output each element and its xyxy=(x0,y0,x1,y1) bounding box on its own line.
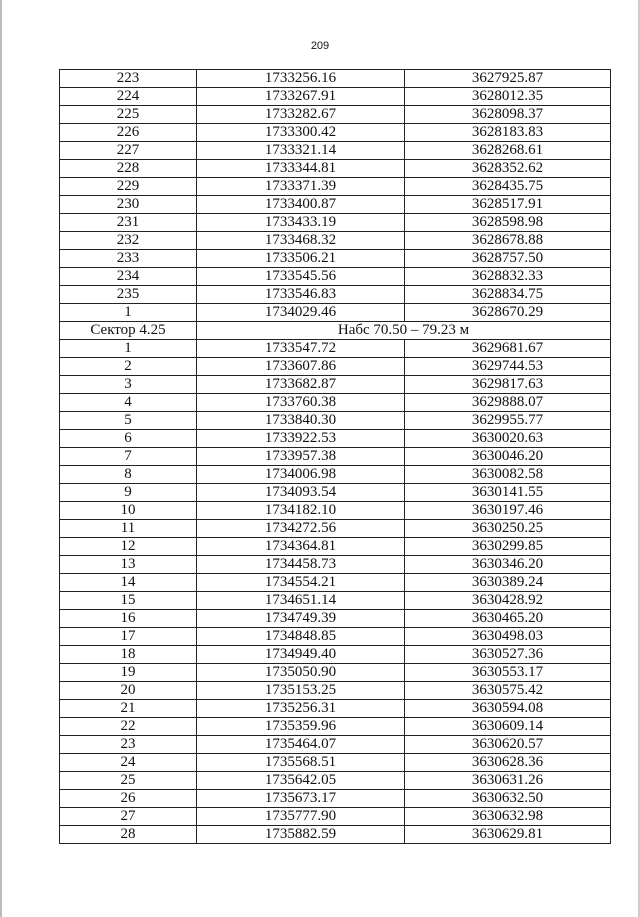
y-coordinate: 3630620.57 xyxy=(405,736,611,754)
point-number: 20 xyxy=(60,682,197,700)
table-row xyxy=(60,520,611,538)
point-number: 4 xyxy=(60,394,197,412)
y-coordinate: 3628517.91 xyxy=(405,196,611,214)
x-coordinate: 1733321.14 xyxy=(197,142,405,160)
scan-left-edge xyxy=(0,0,2,917)
point-number: 7 xyxy=(60,448,197,466)
y-coordinate: 3630346.20 xyxy=(405,556,611,574)
x-coordinate: 1734364.81 xyxy=(197,538,405,556)
y-coordinate: 3630553.17 xyxy=(405,664,611,682)
x-coordinate: 1735642.05 xyxy=(197,772,405,790)
table-row xyxy=(60,556,611,574)
point-number: 228 xyxy=(60,160,197,178)
table-row xyxy=(60,772,611,790)
y-coordinate: 3628183.83 xyxy=(405,124,611,142)
y-coordinate: 3630299.85 xyxy=(405,538,611,556)
point-number: 24 xyxy=(60,754,197,772)
x-coordinate: 1734848.85 xyxy=(197,628,405,646)
sector-height-range: Набс 70.50 – 79.23 м xyxy=(197,322,611,340)
x-coordinate: 1733468.32 xyxy=(197,232,405,250)
x-coordinate: 1733400.87 xyxy=(197,196,405,214)
y-coordinate: 3628435.75 xyxy=(405,178,611,196)
y-coordinate: 3628678.88 xyxy=(405,232,611,250)
y-coordinate: 3628832.33 xyxy=(405,268,611,286)
y-coordinate: 3627925.87 xyxy=(405,70,611,88)
x-coordinate: 1734458.73 xyxy=(197,556,405,574)
table-row xyxy=(60,142,611,160)
x-coordinate: 1735050.90 xyxy=(197,664,405,682)
point-number: 1 xyxy=(60,340,197,358)
y-coordinate: 3628598.98 xyxy=(405,214,611,232)
table-row xyxy=(60,484,611,502)
table-row xyxy=(60,340,611,358)
y-coordinate: 3630629.81 xyxy=(405,826,611,844)
x-coordinate: 1735568.51 xyxy=(197,754,405,772)
x-coordinate: 1733506.21 xyxy=(197,250,405,268)
table-row xyxy=(60,646,611,664)
point-number: 25 xyxy=(60,772,197,790)
x-coordinate: 1733282.67 xyxy=(197,106,405,124)
point-number: 10 xyxy=(60,502,197,520)
table-row xyxy=(60,394,611,412)
x-coordinate: 1733547.72 xyxy=(197,340,405,358)
y-coordinate: 3630632.50 xyxy=(405,790,611,808)
sector-header-row xyxy=(60,322,611,340)
y-coordinate: 3630527.36 xyxy=(405,646,611,664)
y-coordinate: 3630020.63 xyxy=(405,430,611,448)
x-coordinate: 1733607.86 xyxy=(197,358,405,376)
y-coordinate: 3630082.58 xyxy=(405,466,611,484)
table-row xyxy=(60,448,611,466)
coordinates-table xyxy=(59,69,611,844)
table-row xyxy=(60,376,611,394)
table-row xyxy=(60,700,611,718)
point-number: 235 xyxy=(60,286,197,304)
x-coordinate: 1733344.81 xyxy=(197,160,405,178)
y-coordinate: 3628757.50 xyxy=(405,250,611,268)
point-number: 224 xyxy=(60,88,197,106)
y-coordinate: 3630197.46 xyxy=(405,502,611,520)
x-coordinate: 1733922.53 xyxy=(197,430,405,448)
x-coordinate: 1734651.14 xyxy=(197,592,405,610)
point-number: 27 xyxy=(60,808,197,826)
table-row xyxy=(60,718,611,736)
point-number: 223 xyxy=(60,70,197,88)
point-number: 28 xyxy=(60,826,197,844)
y-coordinate: 3630465.20 xyxy=(405,610,611,628)
point-number: 12 xyxy=(60,538,197,556)
y-coordinate: 3630632.98 xyxy=(405,808,611,826)
x-coordinate: 1733267.91 xyxy=(197,88,405,106)
y-coordinate: 3630498.03 xyxy=(405,628,611,646)
point-number: 15 xyxy=(60,592,197,610)
y-coordinate: 3629888.07 xyxy=(405,394,611,412)
table-row xyxy=(60,430,611,448)
y-coordinate: 3629681.67 xyxy=(405,340,611,358)
table-row xyxy=(60,412,611,430)
y-coordinate: 3629817.63 xyxy=(405,376,611,394)
x-coordinate: 1733546.83 xyxy=(197,286,405,304)
table-row xyxy=(60,592,611,610)
point-number: 13 xyxy=(60,556,197,574)
x-coordinate: 1734272.56 xyxy=(197,520,405,538)
table-row xyxy=(60,466,611,484)
point-number: 9 xyxy=(60,484,197,502)
table-row xyxy=(60,664,611,682)
y-coordinate: 3630631.26 xyxy=(405,772,611,790)
table-row xyxy=(60,790,611,808)
x-coordinate: 1733957.38 xyxy=(197,448,405,466)
sector-label: Сектор 4.25 xyxy=(60,322,197,340)
table-row xyxy=(60,628,611,646)
point-number: 234 xyxy=(60,268,197,286)
y-coordinate: 3628834.75 xyxy=(405,286,611,304)
sector-header xyxy=(60,322,611,340)
y-coordinate: 3629955.77 xyxy=(405,412,611,430)
table-row xyxy=(60,808,611,826)
y-coordinate: 3630609.14 xyxy=(405,718,611,736)
table-row xyxy=(60,826,611,844)
point-number: 227 xyxy=(60,142,197,160)
table-row xyxy=(60,88,611,106)
x-coordinate: 1733371.39 xyxy=(197,178,405,196)
table-row xyxy=(60,736,611,754)
x-coordinate: 1733300.42 xyxy=(197,124,405,142)
x-coordinate: 1734006.98 xyxy=(197,466,405,484)
x-coordinate: 1735256.31 xyxy=(197,700,405,718)
y-coordinate: 3630594.08 xyxy=(405,700,611,718)
point-number: 11 xyxy=(60,520,197,538)
point-number: 18 xyxy=(60,646,197,664)
point-number: 231 xyxy=(60,214,197,232)
x-coordinate: 1734554.21 xyxy=(197,574,405,592)
point-number: 2 xyxy=(60,358,197,376)
x-coordinate: 1735464.07 xyxy=(197,736,405,754)
table-row xyxy=(60,610,611,628)
x-coordinate: 1734749.39 xyxy=(197,610,405,628)
table-row xyxy=(60,682,611,700)
table-row xyxy=(60,502,611,520)
point-number: 232 xyxy=(60,232,197,250)
y-coordinate: 3630141.55 xyxy=(405,484,611,502)
point-number: 230 xyxy=(60,196,197,214)
x-coordinate: 1735673.17 xyxy=(197,790,405,808)
point-number: 229 xyxy=(60,178,197,196)
y-coordinate: 3630428.92 xyxy=(405,592,611,610)
point-number: 16 xyxy=(60,610,197,628)
y-coordinate: 3628670.29 xyxy=(405,304,611,322)
point-number: 14 xyxy=(60,574,197,592)
table-row xyxy=(60,196,611,214)
point-number: 19 xyxy=(60,664,197,682)
x-coordinate: 1733840.30 xyxy=(197,412,405,430)
table-row xyxy=(60,574,611,592)
table-row xyxy=(60,304,611,322)
x-coordinate: 1735359.96 xyxy=(197,718,405,736)
x-coordinate: 1733433.19 xyxy=(197,214,405,232)
table-row xyxy=(60,286,611,304)
x-coordinate: 1735882.59 xyxy=(197,826,405,844)
table-row xyxy=(60,250,611,268)
x-coordinate: 1734093.54 xyxy=(197,484,405,502)
y-coordinate: 3628012.35 xyxy=(405,88,611,106)
y-coordinate: 3628268.61 xyxy=(405,142,611,160)
table-row xyxy=(60,754,611,772)
point-number: 23 xyxy=(60,736,197,754)
y-coordinate: 3630628.36 xyxy=(405,754,611,772)
point-number: 233 xyxy=(60,250,197,268)
x-coordinate: 1734029.46 xyxy=(197,304,405,322)
coordinates-section-b xyxy=(60,340,611,844)
point-number: 1 xyxy=(60,304,197,322)
table-row xyxy=(60,538,611,556)
table-row xyxy=(60,124,611,142)
y-coordinate: 3630250.25 xyxy=(405,520,611,538)
table-row xyxy=(60,106,611,124)
point-number: 22 xyxy=(60,718,197,736)
point-number: 5 xyxy=(60,412,197,430)
table-row xyxy=(60,358,611,376)
x-coordinate: 1733545.56 xyxy=(197,268,405,286)
coordinates-section-a xyxy=(60,70,611,322)
x-coordinate: 1733760.38 xyxy=(197,394,405,412)
point-number: 225 xyxy=(60,106,197,124)
table-row xyxy=(60,178,611,196)
point-number: 21 xyxy=(60,700,197,718)
x-coordinate: 1733256.16 xyxy=(197,70,405,88)
x-coordinate: 1735153.25 xyxy=(197,682,405,700)
table-row xyxy=(60,232,611,250)
table-row xyxy=(60,268,611,286)
table-row xyxy=(60,160,611,178)
point-number: 26 xyxy=(60,790,197,808)
point-number: 226 xyxy=(60,124,197,142)
x-coordinate: 1733682.87 xyxy=(197,376,405,394)
point-number: 17 xyxy=(60,628,197,646)
y-coordinate: 3628352.62 xyxy=(405,160,611,178)
point-number: 3 xyxy=(60,376,197,394)
y-coordinate: 3630389.24 xyxy=(405,574,611,592)
x-coordinate: 1734182.10 xyxy=(197,502,405,520)
table-row xyxy=(60,214,611,232)
y-coordinate: 3630575.42 xyxy=(405,682,611,700)
page-number: 209 xyxy=(310,40,330,52)
y-coordinate: 3628098.37 xyxy=(405,106,611,124)
y-coordinate: 3630046.20 xyxy=(405,448,611,466)
point-number: 6 xyxy=(60,430,197,448)
x-coordinate: 1735777.90 xyxy=(197,808,405,826)
x-coordinate: 1734949.40 xyxy=(197,646,405,664)
table-row xyxy=(60,70,611,88)
point-number: 8 xyxy=(60,466,197,484)
y-coordinate: 3629744.53 xyxy=(405,358,611,376)
